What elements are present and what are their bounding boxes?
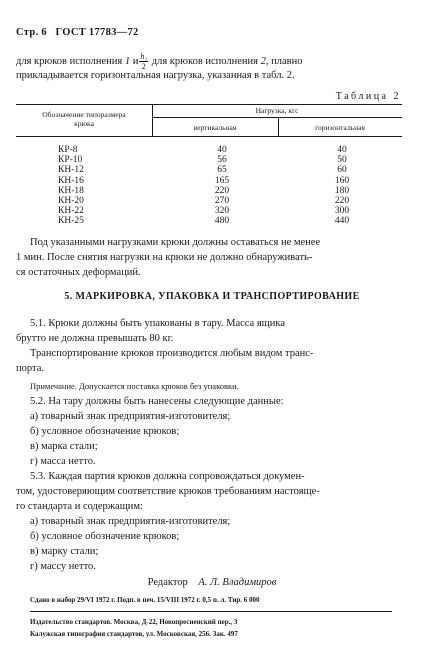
paragraph-line: том, удостоверяющим соответствие крюков требованиям настояще-	[16, 486, 320, 497]
table-cell: 40	[217, 145, 227, 155]
standard-code: ГОСТ 17783—72	[55, 27, 139, 38]
intro-line-2: прикладывается горизонтальная нагрузка, указанная в табл. 2.	[16, 70, 295, 81]
header-load: Нагрузка, кгс	[255, 106, 299, 115]
fraction-h1-over-2: $\frac{\text{h₁}}{2}$	[140, 52, 148, 71]
paragraph-line: 5.3. Каждая партия крюков должна сопровождаться докумен-	[30, 471, 305, 482]
table-cell: КН-12	[58, 165, 84, 176]
table-cell: 320	[214, 206, 230, 217]
table-cell: КН-20	[58, 196, 84, 207]
table-cell: КН-22	[58, 206, 84, 217]
list-item: г) массу нетто.	[30, 561, 96, 572]
table-cell: КР-8	[58, 145, 78, 155]
imprint-line-3: Калужская типография стандартов, ул. Московская, 256. Зак. 497	[30, 630, 238, 638]
list-item: б) условное обозначение крюков;	[30, 531, 180, 542]
intro-line-1: для крюков исполнения 1 и $\frac{\text{h₁}}{2}$ для крюков исполнения 2, плавно	[16, 52, 303, 71]
paragraph-line: ся остаточных деформаций.	[16, 267, 141, 278]
header-horizontal: горизонтальная	[315, 123, 365, 132]
paragraph-line: го стандарта и содержащим:	[16, 501, 143, 512]
column-horizontal	[312, 145, 372, 227]
column-types	[58, 145, 84, 227]
table-cell: 56	[217, 155, 227, 166]
table-cell: 180	[334, 185, 350, 196]
page-header	[16, 27, 139, 38]
table-cell: 220	[214, 185, 230, 196]
table-header-rule	[16, 136, 402, 137]
section-title: 5. МАРКИРОВКА, УПАКОВКА И ТРАНСПОРТИРОВАНИЕ	[64, 291, 360, 302]
table-cell: 300	[334, 206, 350, 217]
table-cell: КН-25	[58, 216, 84, 227]
table-cell: КН-18	[58, 185, 84, 196]
header-vertical: вертикальная	[193, 123, 237, 132]
table-caption: Таблица 2	[335, 91, 401, 102]
table-cell: КН-16	[58, 175, 84, 186]
imprint-rule	[30, 611, 392, 612]
list-item: б) условное обозначение крюков;	[30, 426, 180, 437]
table-cell: 160	[334, 175, 350, 186]
column-vertical	[192, 145, 252, 227]
list-item: г) масса нетто.	[30, 456, 96, 467]
paragraph-line: брутто не должна превышать 80 кг.	[16, 333, 174, 344]
table-subheader-rule	[152, 117, 402, 118]
note-line: Примечание. Допускается поставка крюков без упаковки.	[30, 381, 239, 391]
imprint-line-2: Издательство стандартов. Москва, Д-22, Новопресненский пер., 3	[30, 618, 238, 626]
editor-line: Редактор А. Л. Владимиров	[147, 577, 277, 588]
imprint-line-1: Сдано в набор 29/VI 1972 г. Подп. в печ. 15/VIII 1972 г. 0,5 п. л. Тир. 6 000	[30, 596, 260, 604]
table-cell: 165	[214, 175, 230, 186]
paragraph-line: 1 мин. После снятия нагрузки на крюки не должно обнаруживать-	[16, 252, 313, 263]
paragraph-line: Под указанными нагрузками крюки должны оставаться не менее	[30, 237, 321, 248]
table-cell: 440	[334, 216, 350, 227]
list-item: а) товарный знак предприятия-изготовителя;	[30, 411, 231, 422]
page-number: Стр. 6	[16, 27, 47, 38]
paragraph-line: 5.1. Крюки должны быть упакованы в тару. Масса ящика	[30, 318, 285, 329]
header-type: Обозначение типоразмера крюка	[42, 110, 126, 128]
table-cell: 50	[337, 155, 347, 166]
table-cell: 40	[337, 145, 347, 155]
table-cell: 65	[217, 165, 227, 176]
table-cell: 60	[337, 165, 347, 176]
paragraph-line: Транспортирование крюков производится любым видом транс-	[30, 348, 314, 359]
table-cell: 480	[214, 216, 230, 227]
table-top-rule	[16, 104, 402, 105]
paragraph-line: порта.	[16, 363, 44, 374]
table-cell: КР-10	[58, 155, 83, 166]
paragraph-line: 5.2. На тару должны быть нанесены следующие данные:	[30, 396, 284, 407]
list-item: а) товарный знак предприятия-изготовителя;	[30, 516, 231, 527]
table-cell: 220	[334, 196, 350, 207]
table-cell: 270	[214, 196, 230, 207]
list-item: в) марка стали;	[30, 441, 98, 452]
list-item: в) марку стали;	[30, 546, 99, 557]
